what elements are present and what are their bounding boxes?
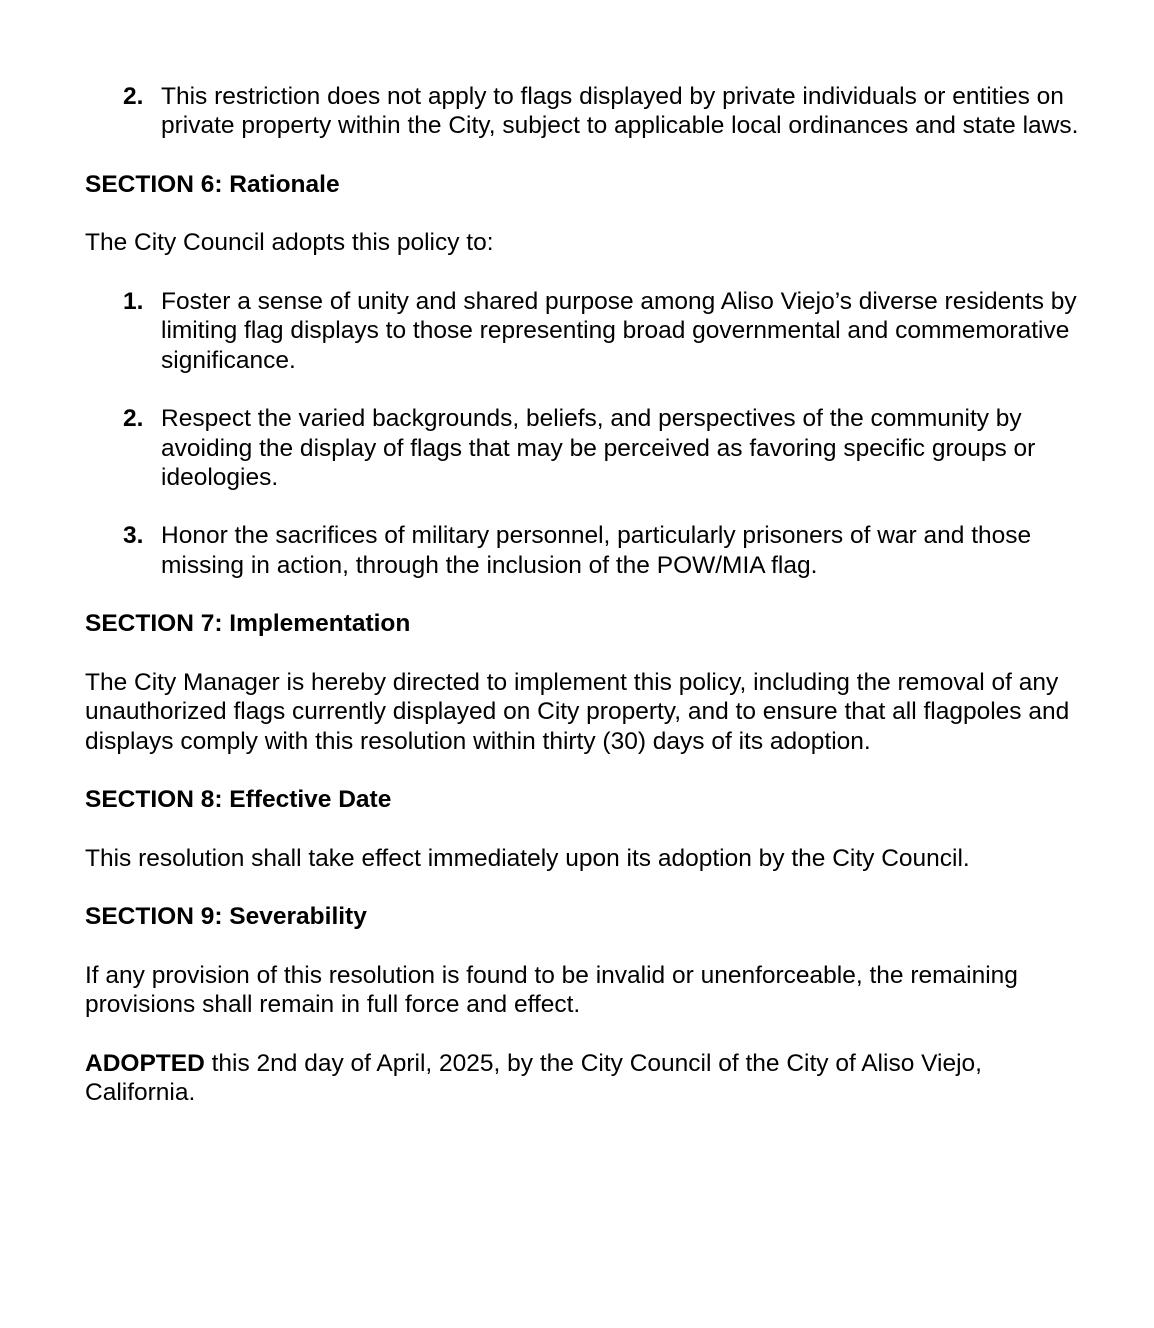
list-item [85, 82, 1085, 141]
list-item-text: This restriction does not apply to flags displayed by private individuals or entities on private property within the City, subject to applicable local ordinances and state laws. [161, 83, 1079, 140]
list-number: 3. [123, 522, 144, 550]
document-page [85, 82, 1085, 1107]
section-9-body: If any provision of this resolution is found to be invalid or unenforceable, the remaining provisions shall remain in full force and effect. [85, 961, 1018, 1019]
adopted-label: ADOPTED [85, 1049, 205, 1077]
list-item-text: Respect the varied backgrounds, beliefs, and perspectives of the community by avoiding the display of flags that may be perceived as favoring specific groups or ideologies. [161, 405, 1036, 491]
adoption-text: this 2nd day of April, 2025, by the City Council of the City of Aliso Viejo, California. [85, 1049, 989, 1107]
list-item [85, 404, 1085, 492]
section-6-intro: The City Council adopts this policy to: [85, 229, 494, 257]
section-8-body: This resolution shall take effect immediately upon its adoption by the City Council. [85, 844, 970, 872]
list-item [85, 521, 1085, 580]
list-item-text: Foster a sense of unity and shared purpose among Aliso Viejo’s diverse residents by limiting flag displays to those representing broad governmental and commemorative significance. [161, 288, 1077, 374]
adoption-statement [85, 1049, 1085, 1108]
section-6-heading: SECTION 6: Rationale [85, 170, 340, 198]
list-number: 1. [123, 288, 144, 316]
list-number: 2. [123, 405, 144, 433]
section-9-heading: SECTION 9: Severability [85, 903, 367, 931]
section-8-heading: SECTION 8: Effective Date [85, 786, 392, 814]
list-item [85, 287, 1085, 375]
section-7-body: The City Manager is hereby directed to implement this policy, including the removal of any unauthorized flags currently displayed on City property, and to ensure that all flagpoles and displays comply with this resolution within thirty (30) days of its adoption. [85, 668, 1070, 755]
list-number: 2. [123, 83, 144, 110]
section-7-heading: SECTION 7: Implementation [85, 610, 411, 638]
list-item-text: Honor the sacrifices of military personnel, particularly prisoners of war and those missing in action, through the inclusion of the POW/MIA flag. [161, 522, 1032, 579]
